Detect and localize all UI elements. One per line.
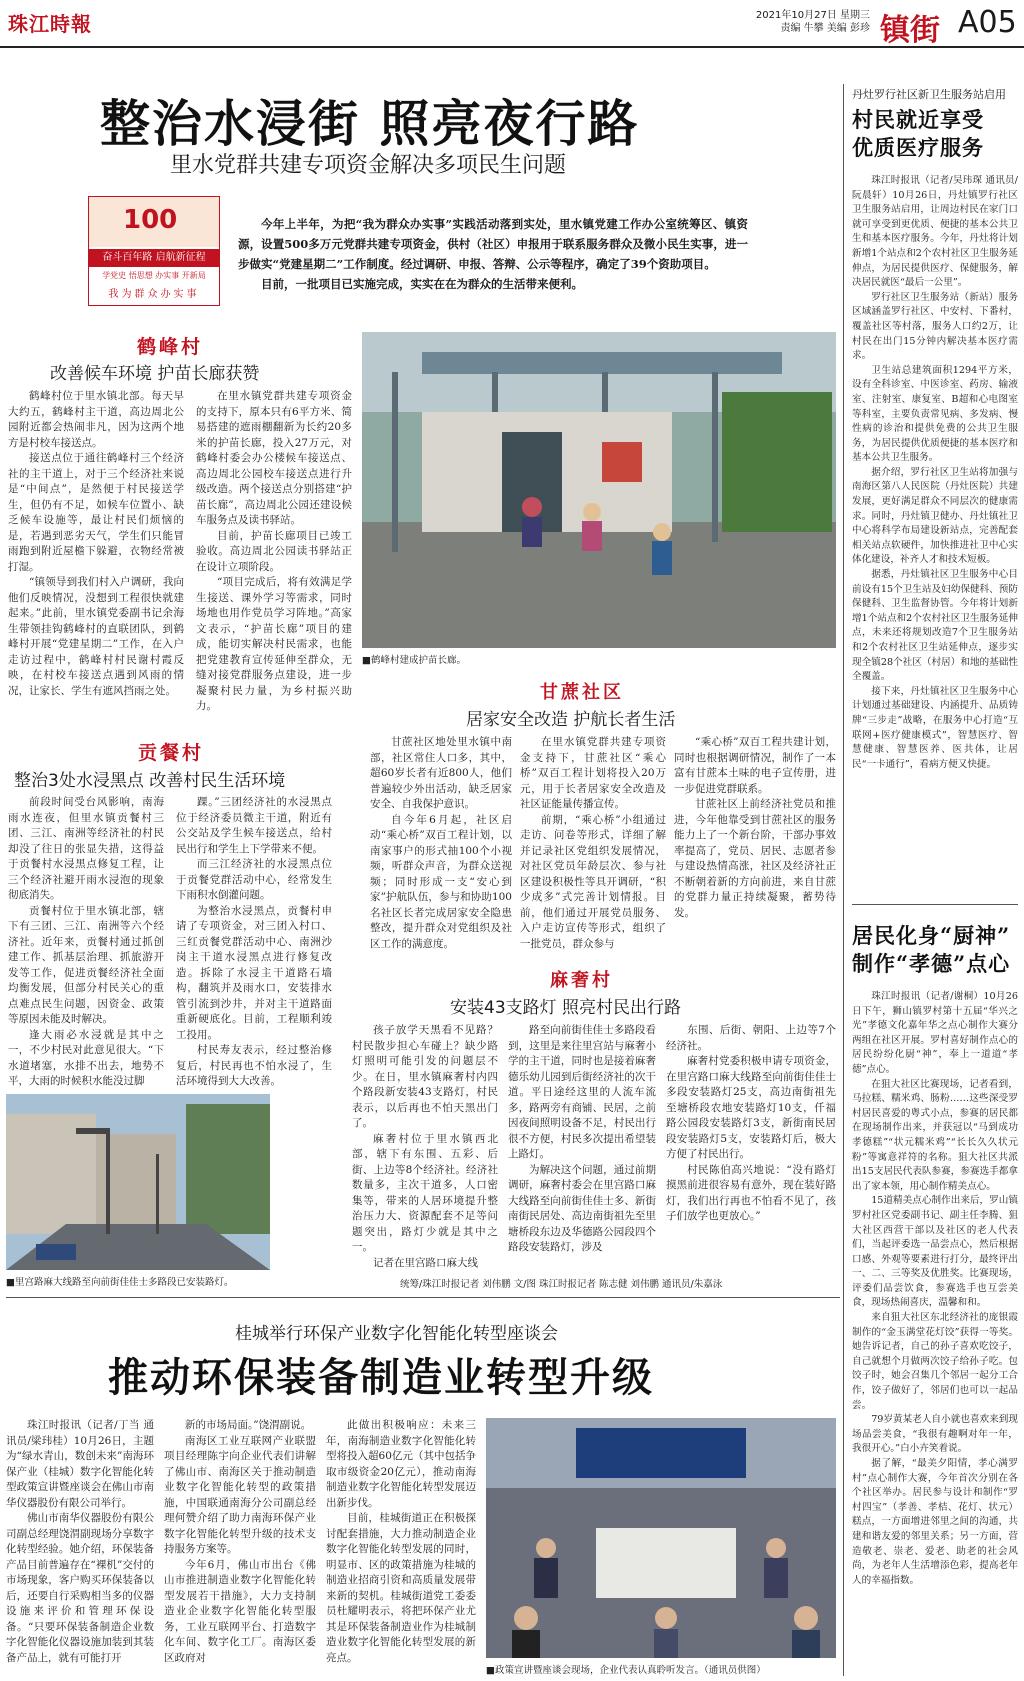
paragraph: 东围、后街、朝阳、上边等7个经济社。 [666, 1024, 836, 1052]
paragraph: 麻奢村党委积极申请专项资金，在里宫路口麻大线路至向前街佳佳士多段安装路灯25支，高边南街祖先至塘桥段农地安装路灯10支，仟福路公园段安装路灯3支，新街南民居段安装路灯5支，安装路灯后，极大方便了村民出行。 [666, 1055, 836, 1160]
paragraph: 今年6月，佛山市出台《佛山市推进制造业数字化智能化转型发展若干措施》，大力支持制造业企业数字化智能化转型服务，工业互联网平台、打造数字化车间、数字化工厂。南海区委区政府对 [164, 1558, 316, 1664]
dateline [740, 9, 870, 35]
paragraph: 目前，桂城街道正在积极探讨配套措施，大力推动制造企业数字化智能化转型发展的同时，明显市、区的政策措施为桂城的制造业招商引资和高质量发展带来新的契机。桂城街道党工委委员杜耀明表示，将把环保产业尤其是环保装备制造业作为桂城制造业数字化智能化转型发展的新亮点。 [326, 1512, 476, 1664]
heling-column-1 [8, 389, 184, 699]
sidebar-divider [843, 84, 844, 1676]
paragraph: 前段时间受台风影响，南海雨水连夜，但里水镇贡餐村三团、三江、南洲等经济社的村民却没了往日的张显失措，这得益于贡餐村水浸黑点修复工程，让三个经济社避开雨水浸泡的现象彻底消失。 [8, 796, 164, 901]
paragraph: 麻奢村位于里水镇西北部，辖下有东围、五彩、后街、上边等8个经济社。经济社数量多，主次干道多，人口密集等，带来的人居环境提升整治压力大、资源配套不足等问题突出，路灯少就是其中之一。 [352, 1132, 498, 1253]
paragraph: 15道精美点心制作出来后，罗山镇罗村社区党委副书记、副主任李腾、狙大社区西营干部以及社区的老人代表们，当起评委选一品尝点心，然后根据口感、外观等要素进行打分，最终评出一、二、三等奖及优胜奖。比赛现场，评委们品尝饮食，参赛选手也互尝美食，现场热闹喜庆，温馨和和。 [852, 1195, 1018, 1309]
gongxian-column-1 [8, 795, 164, 1090]
malian-column-1 [352, 1023, 498, 1271]
ganzhe-column-1 [370, 735, 512, 952]
paragraph: “项目完成后，将有效满足学生接送、课外学习等需求，同时场地也用作党员学习阵地。”高家文表示，“护苗长廊”项目的建成，能切实解决村民需求，也能把党建教育宣传延伸至群众，无缝对接党群服务点建设，进一步凝聚村民力量，为乡村振兴助力。 [196, 576, 352, 712]
sidebar-title-line2: 优质医疗服务 [852, 135, 984, 160]
guicheng-caption: ■政策宣讲暨座谈会现场，企业代表认真聆听发言。（通讯员供图） [486, 1665, 766, 1676]
malian-village-tag: 麻奢村 [550, 970, 613, 991]
sidebar-story-1 [852, 174, 1018, 894]
paragraph: 在狙大社区比赛现场，记者看到，马拉糕、糯米鸡、肠粉……这些深受罗村居民喜爱的粤式小点，参赛的居民都在现场制作出来，并获冠以“马到成功孝德糕”“状元糯米鸡”“长长久久状元粉”等寓意祥符的名称。狙大社区共派出15支居民代表队参赛，参赛选手都拿出了家本领，用心制作精美点心。 [852, 1078, 1018, 1192]
gongxian-column-2 [176, 795, 332, 1090]
gongxian-caption: ■里宫路麻大线路至向前街佳佳士多路段已安装路灯。 [6, 1277, 234, 1288]
badge-slogan: 奋斗百年路 启航新征程 [89, 249, 219, 267]
paragraph: 罗行社区卫生服务站（新站）服务区域涵盖罗行社区、中安村、下番村，覆盖社区等村落，服务人口约2万，让村民在出门15分钟内解决基本医疗需求。 [852, 291, 1018, 362]
newspaper-logo: 珠江時報 [8, 12, 92, 36]
heling-caption: ■鹤峰村建成护苗长廊。 [362, 655, 466, 666]
sidebar-title-line4: 制作“孝德”点心 [852, 951, 1011, 976]
gongxian-village-tag: 贡餐村 [138, 742, 205, 764]
paragraph: 卫生站总建筑面积1294平方米，设有全科诊室、中医诊室、药房、输液室、注射室、康复室、B超和心电图室等科室，主要负责常见病、多发病、慢性病的诊治和提供免费的公共卫生服务，为居民提供优质便捷的基本医疗和基本公共卫生服务。 [852, 364, 1018, 464]
ganzhe-title: 居家安全改造 护航长者生活 [466, 710, 676, 730]
lead-paragraph [238, 214, 748, 294]
paragraph: 贡餐村位于里水镇北部，辖下有三团、三江、南洲等六个经济社。近年来，贡餐村通过抓创建工作、抓基层治理、抓旅游开发等工作，促进贡餐经济社全面均衡发展，但部分村民关心的重点难点民生问题，因资金、政策等原因未能及时解决。 [8, 904, 164, 1025]
issue-date: 2021年10月27日 星期三 [755, 10, 870, 21]
paragraph: 前期，“乘心桥”小组通过走访、问卷等形式，详细了解并记录社区党组织发展情况，对社区党员年龄层次、参与社区建设积极性等具开调研，“积少成多”式完善计划情报。目前，他们通过开展党员服务、入户走访宣传等形式，组织了一批党员，群众参与 [520, 813, 666, 950]
paragraph: 孩子放学天黑看不见路？村民散步担心车碰上？缺少路灯照明可能引发的问题层不少。在日，里水镇麻奢村内四个路段新安装43支路灯，村民表示，以后再也不怕天黑出门了。 [352, 1024, 498, 1129]
main-subhead: 里水党群共建专项资金解决多项民生问题 [170, 153, 567, 178]
badge-number: 100 [123, 205, 178, 235]
malian-title: 安装43支路灯 照亮村民出行路 [450, 998, 682, 1018]
paragraph: 珠江时报讯（记者/谢桐）10月26日下午，狮山镇罗村第十五届“华兴之光”孝德文化嘉年华之点心制作大赛分两组在社区开展。罗村喜好制作点心的居民纷纷化厨“神”，奉上一道道“孝德”点心。 [852, 991, 1018, 1075]
paragraph: 在里水镇党群共建专项资金的支持下，原本只有6平方米、简易搭建的遮雨棚翻新为长约20多米的护苗长廊，投入27万元，对鹤峰村委会办公楼候车接送点、高边周北公园校车接送点进行升级改造。两个接送点分别搭建“护苗长廊”，高边周北公园还建设候车服务点及读书驿站。 [196, 390, 352, 526]
masthead [0, 0, 1024, 48]
guicheng-kicker: 桂城举行环保产业数字化智能化转型座谈会 [235, 1324, 558, 1344]
heling-column-2 [196, 389, 352, 715]
heling-village-tag: 鹤峰村 [137, 336, 204, 358]
paragraph: 为解决这个问题，通过前期调研，麻奢村委会在里宫路口麻大线路至向前街佳佳士多、新街南街民居处、高边南街祖先至里塘桥段东边及华德路公园段四个路段安装路灯，涉及 [508, 1163, 656, 1253]
paragraph: 甘蔗社区上前经济社党员和推进，今年他靠受到甘蔗社区的服务能力上了一个新台阶，干部办事效率提高了，党员、居民、志愿者参与建设热情高涨，社区及经济社正不断朝着新的方向前进，来自甘蔗的党群力量正持续凝聚，蓄势待发。 [674, 798, 836, 919]
main-headline: 整治水浸街 照亮夜行路 [100, 94, 640, 153]
story-credits: 统筹/珠江时报记者 刘伟鹏 文/图 珠江时报记者 陈志健 刘伟鹏 通讯员/朱嘉泳 [400, 1279, 723, 1290]
paragraph: 村民寿友表示，经过整治修复后，村民再也不怕水浸了，生活环境得到大大改善。 [176, 1044, 332, 1087]
guicheng-column-1 [6, 1418, 154, 1676]
lead-text: 今年上半年，为把“我为群众办实事”实践活动落到实处，里水镇党建工作办公室统筹区、镇资源，设置500多万元党群共建专项资金，供村（社区）申报用于联系服务群众及微小民生实事，进一步做实“党建星期二”工作制度。经过调研、申报、答辩、公示等程序，确定了39个资助项目。 [238, 217, 748, 271]
section-name: 镇街 [880, 13, 940, 48]
guicheng-column-2 [164, 1418, 316, 1676]
paragraph: 此做出积极响应：未来三年，南海制造业数字化智能化转型将投入超60亿元（其中包括争取市级资金20亿元），推动南海制造业数字化智能化转型发展迈出新步伐。 [326, 1419, 476, 1509]
paragraph: 自今年6月起，社区启动“乘心桥”双百工程计划，以南家事户的形式抽100个小视频，听群众声音，为群众送视频；同时形成一支“安心到家”护航队伍，参与和协助100名社区长者完成居家安全隐患整改，提升群众对党组织及社区工作的满意度。 [370, 813, 512, 950]
paragraph: 鹤峰村位于里水镇北部。每天早大约五，鹤峰村主干道，高边周北公园附近都会热闹非凡，因为这两个地方是村校车接送点。 [8, 390, 184, 449]
heling-photo [362, 332, 836, 648]
paragraph: 据悉，丹灶镇社区卫生服务中心目前设有15个卫生站及妇幼保健科、预防保健科、卫生监督协管。今年将计划新增1个站点和2个农村社区卫生服务延伸点，未来还将规划改造7个卫生服务站和2个农村社区卫生站延伸点，逐步实现全镇28个社区（村居）和地的基础性全覆盖。 [852, 569, 1018, 683]
heling-title: 改善候车环境 护苗长廊获赞 [50, 364, 260, 384]
sidebar-title-line3: 居民化身“厨神” [852, 923, 1011, 948]
badge-caption: 我为群众办实事 [108, 289, 200, 300]
paragraph: 甘蔗社区地处里水镇中南部，社区常住人口多，其中，超60岁长者有近800人，他们普遍较少外出活动，缺乏居家安全、自我保护意识。 [370, 736, 512, 810]
paragraph: 79岁黄某老人自小就也喜欢来到现场品尝美食，“我很有趣啊对年一年，我很开心。”白小卉笑着说。 [852, 1414, 1018, 1455]
paragraph: “乘心桥”双百工程共建计划，同时也根据调研情况，制作了一本富有甘蔗本土味的电子宣传册，进一步促进党群联系。 [674, 736, 836, 795]
paragraph: 为整治水浸黑点，贡餐村申请了专项资金，对三团入村口、三红贡餐党群活动中心、南洲沙岗主干道水浸黑点进行修复改造。拆除了水浸主干道路石墙构，翻筑并及雨水口，安装排水管引流到沙井，并对主干道路面重新硬底化。目前，工程顺利竣工投用。 [176, 904, 332, 1041]
paragraph: 佛山市南华仪器股份有限公司副总经理饶渭副现场分享数字化转型经验。她介绍，环保装备产品目前普遍存在“裸机”交付的市场现象，客户购买环保装备以后，还要自行采购相当多的仪器设施来评价和管理环保设备。“只要环保装备制造企业数字化智能化仪器设施加装到其装备产品上，就有可能打开 [6, 1512, 154, 1664]
page-number: A05 [958, 5, 1017, 40]
malian-column-3 [666, 1023, 836, 1225]
paragraph: 记者在里宫路口麻大线 [373, 1256, 478, 1269]
ganzhe-column-2 [520, 735, 666, 952]
section-divider [6, 1297, 840, 1298]
ganzhe-column-3 [674, 735, 836, 921]
sidebar-kicker: 丹灶罗行社区新卫生服务站启用 [852, 88, 1006, 101]
paragraph: 新的市场局面。”饶渭副说。 [185, 1419, 312, 1431]
paragraph: 逢大雨必水浸就是其中之一，不少村民对此意见很大。“下水道堵塞，水排不出去，地势不平，大雨的时候积水能没过脚 [8, 1028, 164, 1087]
paragraph: 目前，护苗长廊项目已竣工验收。高边周北公园读书驿站正在设计立项阶段。 [196, 529, 352, 573]
centenary-badge [88, 196, 220, 306]
street-photo [6, 1094, 270, 1270]
paragraph: 接下来，丹灶镇社区卫生服务中心计划通过基础建设、内涵提升、品质铸牌“三步走”战略，在服务中心打造“互联网+医疗健康模式”，智慧医疗、智慧健康、智慧医养、医共体，让居民“一卡通行”，看病方便又快捷。 [852, 685, 1018, 770]
editor-credits: 责编 牛攀 美编 彭珍 [780, 23, 870, 34]
paragraph: 村民陈伯高兴地说：“没有路灯摸黑前进很容易有意外，现在装好路灯，我们出行再也不怕看不见了，孩子们放学也更放心。” [666, 1163, 836, 1222]
paragraph: 来自狙大社区东北经济社的庞银霞制作的“金玉满堂花灯饺”获得一等奖。她告诉记者，自己的孙子喜欢吃饺子，自己就想个月做两次饺子给孙子吃。包饺子时，她会召集几个邻居一起分工合作，饺子做好了，邻居们也可以一起品尝。 [852, 1312, 1018, 1411]
sidebar-story-2 [852, 990, 1018, 1676]
malian-column-2 [508, 1023, 656, 1256]
paragraph: “镇领导到我们村入户调研，我向他们反映情况，没想到工程很快就建起来。”此前，里水镇党委副书记余海生带领挂钩鹤峰村的直联团队，到鹤峰村开展“党建星期二”工作，在入户走访过程中，鹤峰村村民谢村霞反映，在村校车接送点遇到风雨的情况，让家长、学生有遮风挡雨之处。 [8, 576, 184, 697]
paragraph: 而三江经济社的水浸黑点位于贡餐党群活动中心，经常发生下雨积水倒灌问题。 [176, 858, 332, 901]
badge-motto: 学党史 悟思想 办实事 开新局 [102, 271, 206, 280]
guicheng-photo [486, 1418, 836, 1658]
paragraph: 南海区工业互联网产业联盟项目经理陈宇向企业代表们讲解了佛山市、南海区关于推动制造业数字化智能化转型的政策措施，中国联通南海分公司副总经理何赞介绍了助力南海环保产业数字化智能化转型升级的技术支持服务方案等。 [164, 1434, 316, 1555]
guicheng-column-3 [326, 1418, 476, 1676]
sidebar-divider-line [852, 904, 1018, 905]
paragraph: 珠江时报讯（记者/丁当 通讯员/梁玮桂）10月26日，主题为“绿水青山，数创未来”南海环保产业（桂城）数字化智能化转型政策宣讲暨座谈会在佛山市南华仪器股份有限公司举行。 [6, 1419, 154, 1509]
paragraph: 据介绍，罗行社区卫生站将加强与南海区第八人民医院（丹灶医院）共建发展，更好满足群众不同层次的健康需求。同时，丹灶镇卫健办、丹灶镇社卫中心将科学布局建设新站点，完善配套相关站点软硬件，加快推进社卫中心实体化建设，补齐人才和技术短板。 [852, 466, 1018, 566]
paragraph: 据了解，“最美夕阳情，孝心满罗村”点心制作大赛，今年首次分别在各个社区举办。居民参与设计和制作“罗村四宝”（孝善、孝桔、花灯、状元）糕点，一方面增进邻里之间的沟通，共建和谐友爱的邻里关系；另一方面，营造敬老、崇老、爱老、助老的社会风尚，为老年人生活增添色彩，提高老年人的幸福指数。 [852, 1458, 1018, 1586]
paragraph: 接送点位于通往鹤峰村三个经济社的主干道上，对于三个经济社来说是“中间点”，是然便于村民接送学生，但仍有不足，如候车位置小、缺乏候车设施等，最让村民们烦恼的是，若遇到恶劣天气，学生们只能冒雨跑到附近屋檐下躲避，衣物经常被打湿。 [8, 452, 184, 573]
paragraph: 路至向前街佳佳士多路段看到，这里是来往里宫站与麻奢小学的主干道，同时也是接着麻奢德乐幼儿园到后街经济社的次干道。平日途经这里的人流车流多，路两旁有商铺、民居，之前因夜间照明设备不足，村民出行很不方便，村民多次提出希望装上路灯。 [508, 1024, 656, 1160]
paragraph: 在里水镇党群共建专项资金支持下，甘蔗社区“乘心桥”双百工程计划将投入20万元，用于长者居家安全改造及社区证能量传播宣传。 [520, 736, 666, 810]
sidebar-title-line1: 村民就近享受 [852, 107, 984, 132]
gongxian-title: 整治3处水浸黑点 改善村民生活环境 [14, 771, 286, 791]
guicheng-headline: 推动环保装备制造业转型升级 [108, 1354, 654, 1401]
ganzhe-community-tag: 甘蔗社区 [540, 682, 624, 703]
lead-text: 目前，一批项目已实施完成，实实在在为群众的生活带来便利。 [261, 277, 583, 291]
paragraph: 踝。”三团经济社的水浸黑点位于经济委员微主干道，附近有公交站及学生候车接送点，给村民出行和学生上下学带来不便。 [176, 796, 332, 855]
paragraph: 珠江时报讯（记者/吴玮琛 通讯员/阮晨轩）10月26日，丹灶镇罗行社区卫生服务站启用，让周边村民在家门口就可享受到更优质、便捷的基本公共卫生和基本医疗服务。今年，丹灶将计划新增1个站点和2个农村社区卫生服务延伸点，为居民提供医疗、保健服务，解决居民就医“最后一公里”。 [852, 175, 1018, 289]
